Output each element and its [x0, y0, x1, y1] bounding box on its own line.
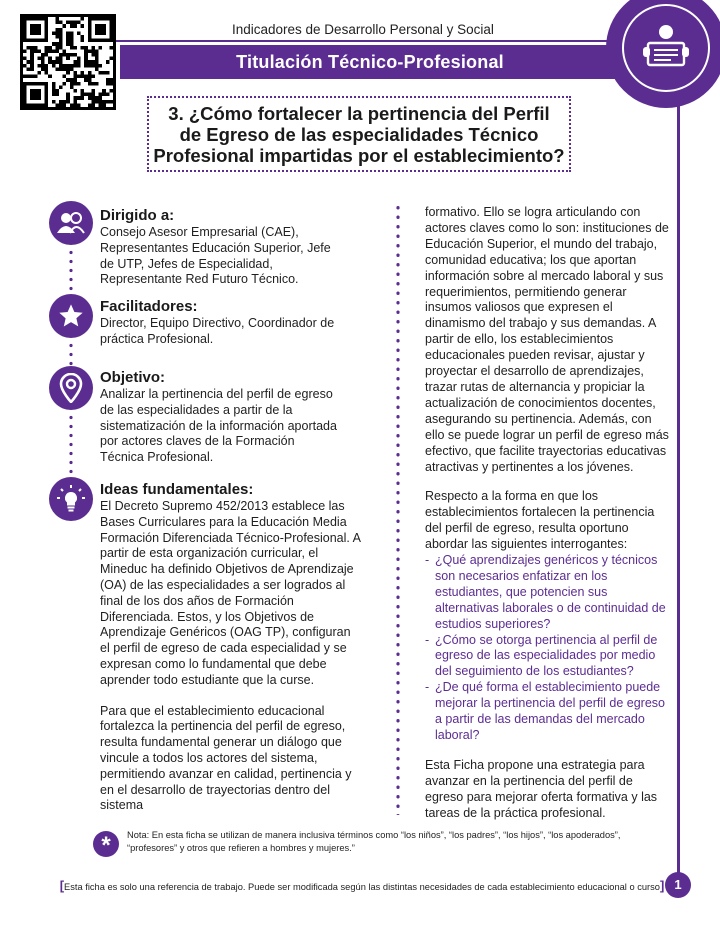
facilitadores-heading: Facilitadores: [100, 298, 198, 315]
header-rule [96, 40, 636, 42]
objetivo-heading: Objetivo: [100, 369, 166, 386]
footer-disclaimer [58, 878, 666, 893]
right-paragraph-3: Esta Ficha propone una estrategia para avanzar en la pertinencia del perfil de egreso para mejorar oferta formativa y las tareas de la práctica profesional. [425, 757, 658, 820]
facilitadores-body: Director, Equipo Directivo, Coordinador de práctica Profesional. [100, 316, 335, 346]
facilitadores-section [100, 297, 362, 348]
right-paragraph-1: formativo. Ello se logra articulando con actores claves como lo son: instituciones de Educación Superior, el mundo del trabajo, comunidad educativa; los que aportan información sobre al mercado laboral y sus requerimientos, permitiendo generar insumos valiosos que expresen el dinamismo del trabajo y sus demandas. A partir de ello, los establecimientos educacionales pueden revisar, ajustar y proyectar el desarrollo de aprendizajes, trazar rutas de alternancia y propiciar la actualización de conocimientos docentes, asegurando su pertinencia. Además, con ello se puede lograr un perfil de egreso más efectivo, que facilite trayectorias educativas atractivas y pertinentes a los jóvenes. [425, 205, 669, 474]
people-icon [56, 211, 86, 235]
footer-bracket-open: [ [59, 878, 65, 893]
right-column [425, 205, 673, 822]
dotted-connector [69, 413, 73, 477]
objetivo-section [100, 368, 362, 466]
ideas-paragraph-1: El Decreto Supremo 452/2013 establece las Bases Curriculares para la Educación Media Formación Diferenciada Técnico-Profesional. A partir de esta organización curricular, el Mineduc ha definido Objetivos de Aprendizaje (OA) de las especialidades a ser logrados al final de los dos años de Formación Diferenciada. Estos, y los Objetivos de Aprendizaje Genéricos (OAG TP), configuran el perfil de egreso de cada especialidad y se expresan como lo fundamental que debe aprender todo estudiante que la curse. [100, 499, 361, 687]
title-line: 3. ¿Cómo fortalecer la pertinencia del Perfil [168, 102, 550, 124]
right-margin-rule [677, 100, 680, 878]
ideas-badge [49, 477, 93, 521]
dirigido-section [100, 206, 362, 288]
question-item: - ¿Cómo se otorga pertinencia al perfil de egreso de las especialidades por medio del seguimiento de los estudiantes? [425, 633, 673, 681]
dirigido-heading: Dirigido a: [100, 207, 175, 224]
document-subject: Indicadores de Desarrollo Personal y Social [232, 22, 494, 37]
lightbulb-icon [56, 484, 86, 514]
location-pin-icon [59, 373, 83, 403]
person-with-document-icon [639, 23, 693, 73]
title-line: Profesional impartidas por el establecimiento? [153, 144, 565, 166]
page-number: 1 [665, 872, 691, 898]
ideas-section [100, 480, 362, 814]
ideas-paragraph-2: Para que el establecimiento educacional fortalezca la pertinencia del perfil de egreso, resulta fundamental generar un diálogo que vincule a todos los actores del sistema, permitiendo avanzar en calidad, pertinencia y en el desarrollo de trayectorias dentro del sistema [100, 703, 352, 813]
facilitadores-badge [49, 294, 93, 338]
inclusive-language-note: Nota: En esta ficha se utilizan de manera inclusiva términos como “los niños”, “los padres”, “los hijos”, “los apoderados”, “profesores” y otros que refieren a hombres y mujeres.” [127, 830, 621, 853]
footer-bracket-close: ] [659, 878, 665, 893]
objetivo-badge [49, 366, 93, 410]
footer-text: Esta ficha es solo una referencia de trabajo. Puede ser modificada según las distintas necesidades de cada establecimiento educacional o curso [64, 882, 660, 892]
star-icon [57, 302, 85, 330]
document-banner: Titulación Técnico-Profesional [120, 45, 620, 79]
objetivo-body: Analizar la pertinencia del perfil de egreso de las especialidades a partir de la sistematización de la información aportada por actores claves de la Formación Técnica Profesional. [100, 387, 337, 465]
title-line: de Egreso de las especialidades Técnico [179, 123, 539, 145]
column-divider [396, 203, 400, 815]
question-item: - ¿De qué forma el establecimiento puede mejorar la pertinencia del perfil de egreso a partir de las demandas del mercado laboral? [425, 680, 673, 744]
right-paragraph-2: Respecto a la forma en que los establecimientos fortalecen la pertinencia del perfil de egreso, resulta oportuno abordar las siguientes interrogantes: [425, 489, 655, 552]
asterisk-icon: * [93, 831, 119, 857]
dirigido-body: Consejo Asesor Empresarial (CAE), Representantes Educación Superior, Jefe de UTP, Jefes de Especialidad, Representante Red Futuro Técnico. [100, 225, 331, 287]
question-item: - ¿Qué aprendizajes genéricos y técnicos son necesarios enfatizar en los estudiantes, que potencien sus alternativas laborales o de continuidad de estudios superiores? [425, 553, 673, 633]
corner-badge [606, 0, 720, 108]
qr-code[interactable] [20, 14, 116, 110]
page-title [153, 103, 564, 166]
dirigido-badge [49, 201, 93, 245]
dotted-connector [69, 341, 73, 366]
title-box [147, 96, 571, 172]
ideas-heading: Ideas fundamentales: [100, 481, 254, 498]
question-list [425, 553, 673, 744]
dotted-connector [69, 248, 73, 293]
